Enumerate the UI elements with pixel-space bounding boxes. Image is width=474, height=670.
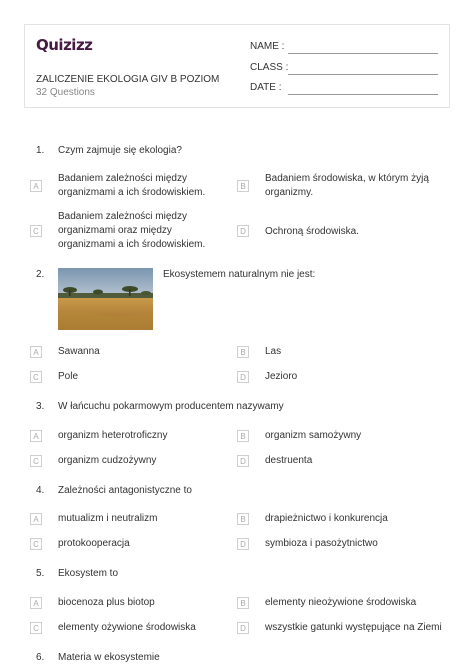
option-text: Badaniem środowiska, w którym żyją organizmy. — [265, 173, 429, 198]
option-text: biocenoza plus biotop — [58, 597, 155, 608]
option-letter-c[interactable]: C — [30, 455, 42, 467]
question-number: 5. — [36, 568, 45, 579]
class-field[interactable] — [288, 74, 438, 75]
question-number: 3. — [36, 401, 45, 412]
question-text: W łańcuchu pokarmowym producentem nazywamy — [58, 401, 284, 412]
option-text: Sawanna — [58, 346, 100, 357]
option-letter-c[interactable]: C — [30, 538, 42, 550]
option-letter-d[interactable]: D — [237, 538, 249, 550]
option-text: wszystkie gatunki występujące na Ziemi — [265, 622, 442, 633]
question-number: 4. — [36, 485, 45, 496]
savanna-image — [58, 268, 153, 330]
option-letter-d[interactable]: D — [237, 622, 249, 634]
question-number: 1. — [36, 145, 45, 156]
option-text: drapieżnictwo i konkurencja — [265, 513, 388, 524]
option-letter-c[interactable]: C — [30, 225, 42, 237]
option-text: destruenta — [265, 455, 313, 466]
option-letter-a[interactable]: A — [30, 513, 42, 525]
option-letter-c[interactable]: C — [30, 371, 42, 383]
option-text: mutualizm i neutralizm — [58, 513, 158, 524]
question-text: Ekosystemem naturalnym nie jest: — [163, 269, 316, 280]
option-letter-d[interactable]: D — [237, 225, 249, 237]
question-number: 2. — [36, 269, 45, 280]
option-letter-a[interactable]: A — [30, 180, 42, 192]
question-count: 32 Questions — [36, 87, 95, 98]
name-field[interactable] — [288, 53, 438, 54]
option-letter-d[interactable]: D — [237, 455, 249, 467]
option-text: Badaniem zależności między organizmami oraz między organizmami a ich środowiskiem. — [58, 211, 206, 250]
option-text: Pole — [58, 371, 79, 382]
question-text: Materia w ekosystemie — [58, 652, 160, 663]
option-letter-d[interactable]: D — [237, 371, 249, 383]
option-letter-c[interactable]: C — [30, 622, 42, 634]
name-label: NAME : — [250, 41, 285, 52]
class-label: CLASS : — [250, 62, 289, 73]
option-letter-b[interactable]: B — [237, 513, 249, 525]
date-label: DATE : — [250, 82, 282, 93]
question-text: Zależności antagonistyczne to — [58, 485, 192, 496]
option-text: organizm heterotroficzny — [58, 430, 168, 441]
option-text: organizm cudzożywny — [58, 455, 157, 466]
option-text: elementy ożywione środowiska — [58, 622, 196, 633]
option-text: protokooperacja — [58, 538, 130, 549]
option-letter-b[interactable]: B — [237, 180, 249, 192]
quizizz-logo: Quizizz — [36, 36, 93, 54]
question-number: 6. — [36, 652, 45, 663]
option-letter-a[interactable]: A — [30, 346, 42, 358]
question-text: Ekosystem to — [58, 568, 119, 579]
option-text: Badaniem zależności między organizmami a ich środowiskiem. — [58, 173, 206, 198]
option-letter-b[interactable]: B — [237, 346, 249, 358]
option-text: elementy nieożywione środowiska — [265, 597, 417, 608]
option-text: Ochroną środowiska. — [265, 226, 359, 237]
date-field[interactable] — [288, 94, 438, 95]
option-text: Jezioro — [265, 371, 298, 382]
option-letter-a[interactable]: A — [30, 430, 42, 442]
worksheet-title: ZALICZENIE EKOLOGIA GIV B POZIOM — [36, 74, 220, 85]
option-text: symbioza i pasożytnictwo — [265, 538, 378, 549]
option-text: organizm samożywny — [265, 430, 362, 441]
question-text: Czym zajmuje się ekologia? — [58, 145, 182, 156]
option-letter-b[interactable]: B — [237, 597, 249, 609]
option-letter-b[interactable]: B — [237, 430, 249, 442]
option-text: Las — [265, 346, 282, 357]
option-letter-a[interactable]: A — [30, 597, 42, 609]
